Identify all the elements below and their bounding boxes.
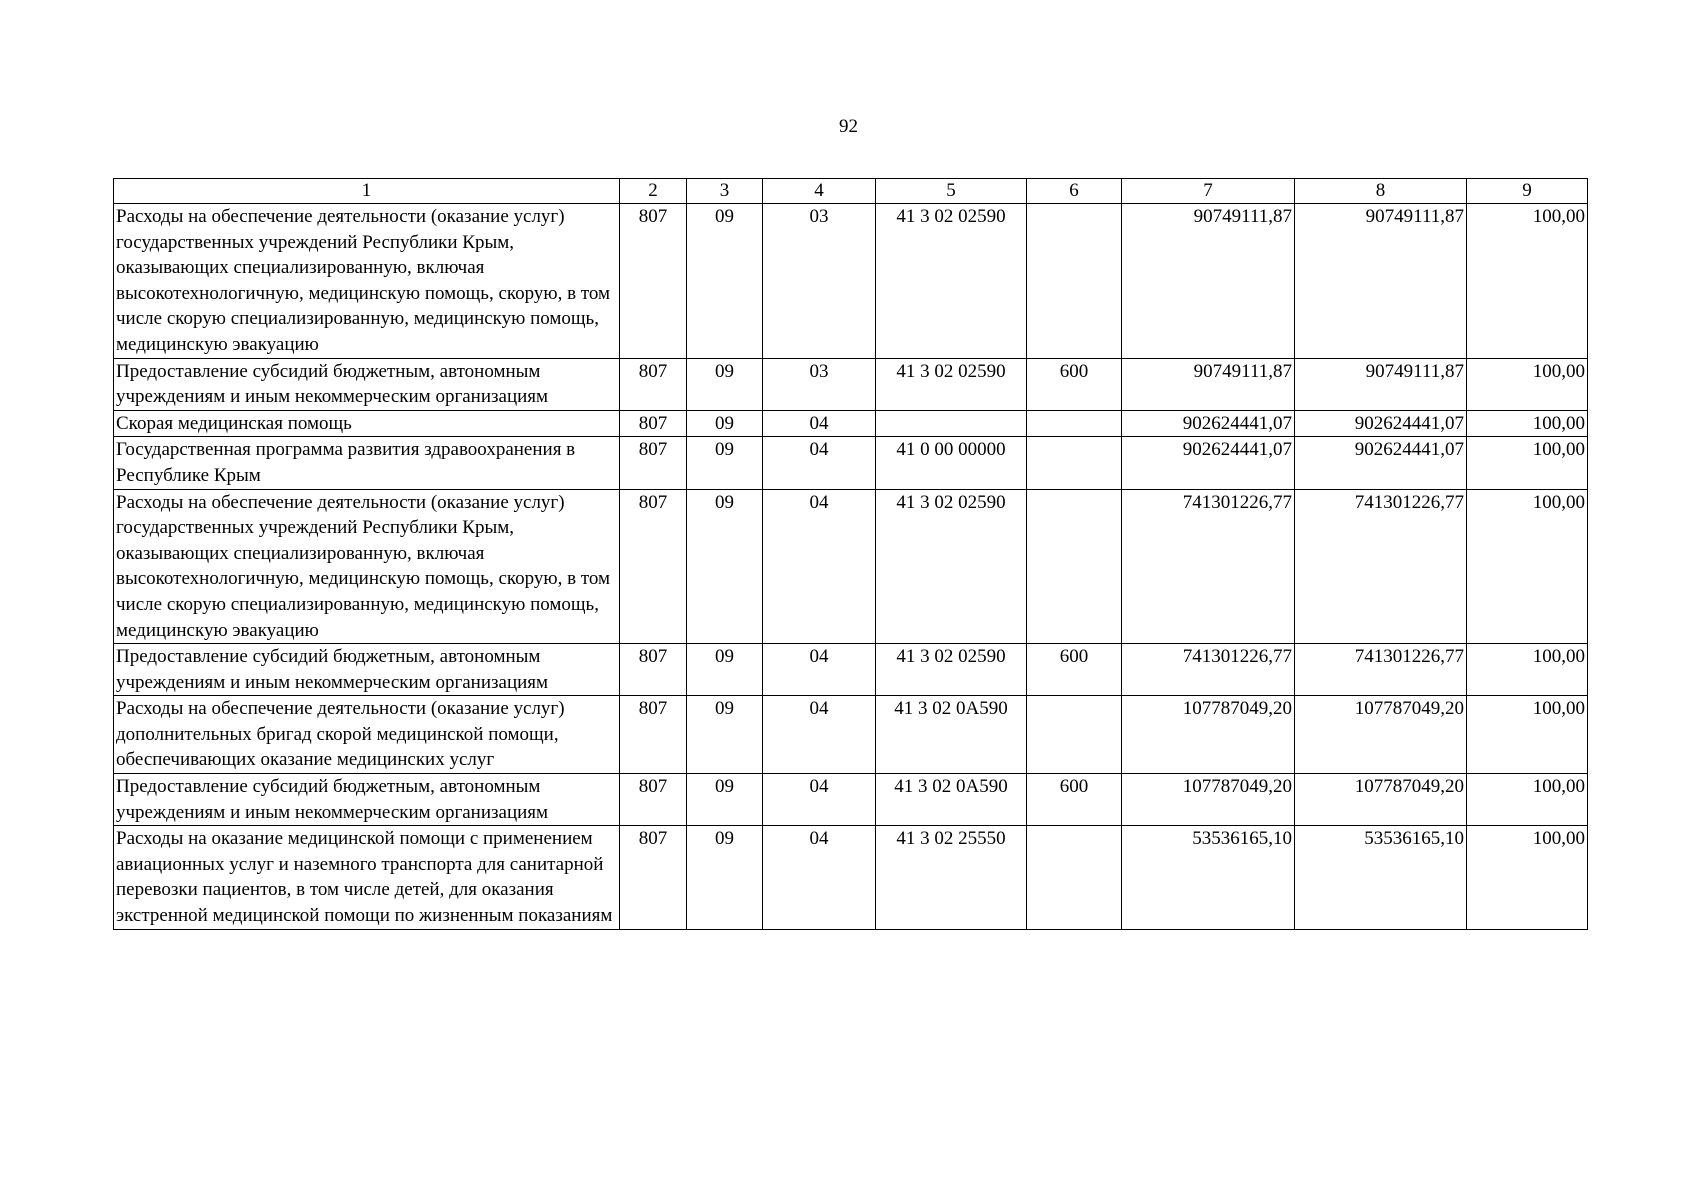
target-article-cell: 41 3 02 02590	[876, 358, 1027, 410]
expense-name-cell: Предоставление субсидий бюджетным, автономным учреждениям и иным некоммерческим организациям	[114, 774, 620, 826]
target-article-cell: 41 3 02 25550	[876, 826, 1027, 929]
expense-name-cell: Расходы на обеспечение деятельности (оказание услуг) государственных учреждений Республики Крым, оказывающих специализированную, включая высокотехнологичную, медицинскую помощь, скорую, в том числе скорую специализированную, медицинскую помощь, медицинскую эвакуацию	[114, 204, 620, 359]
execution-percent-cell: 100,00	[1467, 644, 1588, 696]
col-header-3: 3	[687, 179, 763, 204]
expense-name-cell: Расходы на оказание медицинской помощи с применением авиационных услуг и наземного транспорта для санитарной перевозки пациентов, в том числе детей, для оказания экстренной медицинской помощи по жизненным показаниям	[114, 826, 620, 929]
execution-percent-cell: 100,00	[1467, 774, 1588, 826]
ministry-code-cell: 807	[620, 696, 687, 774]
expense-name-cell: Расходы на обеспечение деятельности (оказание услуг) дополнительных бригад скорой медицинской помощи, обеспечивающих оказание медицинских услуг	[114, 696, 620, 774]
table-row	[114, 204, 1588, 359]
executed-amount-cell: 107787049,20	[1295, 774, 1467, 826]
section-code-cell: 09	[687, 774, 763, 826]
section-code-cell: 09	[687, 644, 763, 696]
table-row	[114, 696, 1588, 774]
expense-type-cell	[1027, 696, 1122, 774]
expense-type-cell	[1027, 826, 1122, 929]
expense-type-cell: 600	[1027, 774, 1122, 826]
execution-percent-cell: 100,00	[1467, 204, 1588, 359]
ministry-code-cell: 807	[620, 204, 687, 359]
table-row	[114, 358, 1588, 410]
target-article-cell: 41 3 02 02590	[876, 644, 1027, 696]
planned-amount-cell: 902624441,07	[1122, 410, 1295, 437]
executed-amount-cell: 741301226,77	[1295, 489, 1467, 644]
table-row	[114, 410, 1588, 437]
planned-amount-cell: 90749111,87	[1122, 204, 1295, 359]
table-row	[114, 644, 1588, 696]
execution-percent-cell: 100,00	[1467, 410, 1588, 437]
ministry-code-cell: 807	[620, 644, 687, 696]
subsection-code-cell: 04	[763, 696, 876, 774]
planned-amount-cell: 90749111,87	[1122, 358, 1295, 410]
planned-amount-cell: 741301226,77	[1122, 644, 1295, 696]
section-code-cell: 09	[687, 437, 763, 489]
ministry-code-cell: 807	[620, 774, 687, 826]
target-article-cell: 41 3 02 02590	[876, 489, 1027, 644]
expense-name-cell: Предоставление субсидий бюджетным, автономным учреждениям и иным некоммерческим организациям	[114, 644, 620, 696]
col-header-9: 9	[1467, 179, 1588, 204]
planned-amount-cell: 53536165,10	[1122, 826, 1295, 929]
planned-amount-cell: 902624441,07	[1122, 437, 1295, 489]
ministry-code-cell: 807	[620, 437, 687, 489]
header-row	[114, 179, 1588, 204]
expense-name-cell: Государственная программа развития здравоохранения в Республике Крым	[114, 437, 620, 489]
section-code-cell: 09	[687, 696, 763, 774]
executed-amount-cell: 741301226,77	[1295, 644, 1467, 696]
planned-amount-cell: 107787049,20	[1122, 774, 1295, 826]
col-header-6: 6	[1027, 179, 1122, 204]
col-header-8: 8	[1295, 179, 1467, 204]
ministry-code-cell: 807	[620, 358, 687, 410]
section-code-cell: 09	[687, 358, 763, 410]
expense-name-cell: Скорая медицинская помощь	[114, 410, 620, 437]
planned-amount-cell: 741301226,77	[1122, 489, 1295, 644]
page-number: 92	[839, 116, 858, 137]
expense-type-cell	[1027, 437, 1122, 489]
subsection-code-cell: 04	[763, 489, 876, 644]
expense-type-cell	[1027, 489, 1122, 644]
table-row	[114, 826, 1588, 929]
target-article-cell	[876, 410, 1027, 437]
col-header-4: 4	[763, 179, 876, 204]
col-header-5: 5	[876, 179, 1027, 204]
executed-amount-cell: 53536165,10	[1295, 826, 1467, 929]
execution-percent-cell: 100,00	[1467, 696, 1588, 774]
expense-type-cell: 600	[1027, 644, 1122, 696]
section-code-cell: 09	[687, 204, 763, 359]
expense-name-cell: Предоставление субсидий бюджетным, автономным учреждениям и иным некоммерческим организациям	[114, 358, 620, 410]
target-article-cell: 41 3 02 0А590	[876, 696, 1027, 774]
subsection-code-cell: 04	[763, 437, 876, 489]
executed-amount-cell: 90749111,87	[1295, 204, 1467, 359]
expense-type-cell	[1027, 204, 1122, 359]
executed-amount-cell: 90749111,87	[1295, 358, 1467, 410]
table-row	[114, 489, 1588, 644]
table-row	[114, 437, 1588, 489]
section-code-cell: 09	[687, 410, 763, 437]
ministry-code-cell: 807	[620, 826, 687, 929]
expense-type-cell	[1027, 410, 1122, 437]
subsection-code-cell: 03	[763, 358, 876, 410]
col-header-1: 1	[114, 179, 620, 204]
target-article-cell: 41 3 02 0А590	[876, 774, 1027, 826]
ministry-code-cell: 807	[620, 489, 687, 644]
subsection-code-cell: 04	[763, 774, 876, 826]
col-header-7: 7	[1122, 179, 1295, 204]
expense-type-cell: 600	[1027, 358, 1122, 410]
ministry-code-cell: 807	[620, 410, 687, 437]
planned-amount-cell: 107787049,20	[1122, 696, 1295, 774]
target-article-cell: 41 0 00 00000	[876, 437, 1027, 489]
execution-percent-cell: 100,00	[1467, 826, 1588, 929]
executed-amount-cell: 902624441,07	[1295, 437, 1467, 489]
executed-amount-cell: 107787049,20	[1295, 696, 1467, 774]
target-article-cell: 41 3 02 02590	[876, 204, 1027, 359]
execution-percent-cell: 100,00	[1467, 489, 1588, 644]
subsection-code-cell: 04	[763, 644, 876, 696]
table-row	[114, 774, 1588, 826]
execution-percent-cell: 100,00	[1467, 358, 1588, 410]
execution-percent-cell: 100,00	[1467, 437, 1588, 489]
subsection-code-cell: 04	[763, 410, 876, 437]
section-code-cell: 09	[687, 826, 763, 929]
expense-name-cell: Расходы на обеспечение деятельности (оказание услуг) государственных учреждений Республики Крым, оказывающих специализированную, включая высокотехнологичную, медицинскую помощь, скорую, в том числе скорую специализированную, медицинскую помощь, медицинскую эвакуацию	[114, 489, 620, 644]
col-header-2: 2	[620, 179, 687, 204]
subsection-code-cell: 04	[763, 826, 876, 929]
subsection-code-cell: 03	[763, 204, 876, 359]
executed-amount-cell: 902624441,07	[1295, 410, 1467, 437]
section-code-cell: 09	[687, 489, 763, 644]
budget-table	[113, 178, 1588, 930]
